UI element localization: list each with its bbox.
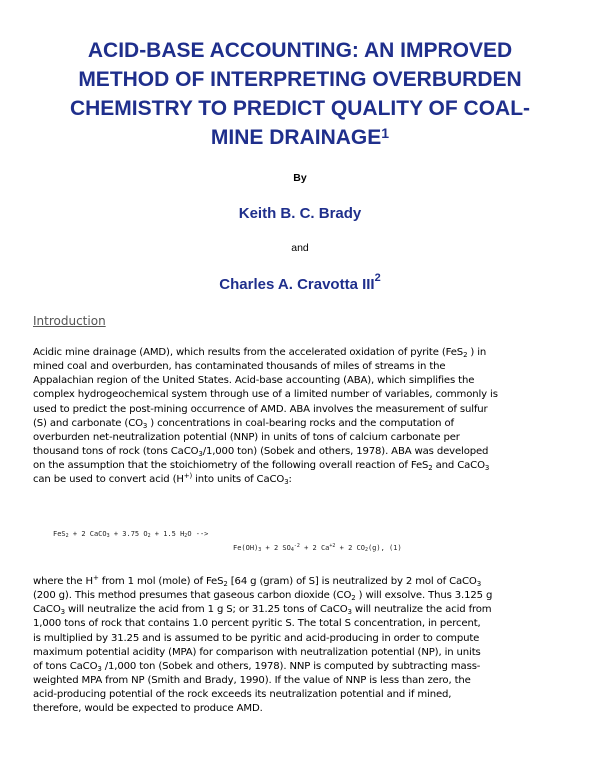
text-line: therefore, would be expected to produce AMD. xyxy=(33,703,263,715)
author-2-name: Charles A. Cravotta III xyxy=(219,276,375,293)
text-line: used to predict the post-mining occurrence of AMD. ABA involves the measurement of sulfur xyxy=(33,403,488,415)
equation-reactants: FeS$_2$ + 2 CaCO$_3$ + 3.75 $O_2 + 1.5$ $H_2O$ --> xyxy=(53,530,209,539)
text-line: is multiplied by 31.25 and is assumed to be pyritic and acid-producing in order to compute xyxy=(33,632,480,644)
text-line: mined coal and overburden, has contaminated thousands of miles of streams in the xyxy=(33,361,446,373)
text-line: 1,000 tons of rock that contains 1.0 percent pyritic S. The total S concentration, in percent, xyxy=(33,618,481,630)
author-2-footnote-marker[interactable]: 2 xyxy=(374,272,381,284)
author-2 xyxy=(0,274,600,293)
title-footnote-marker[interactable]: 1 xyxy=(381,125,390,141)
paragraph-1 xyxy=(33,346,573,488)
text-line: CaCO$_3$ will neutralize the acid from 1 g S; or 31.25 tons of CaCO$_3$ will neutralize the acid from xyxy=(33,604,492,617)
text-line: maximum potential acidity (MPA) for comparison with neutralization potential (NP), in units xyxy=(33,646,481,658)
byline-by: By xyxy=(293,172,307,184)
text-line: on the assumption that the stoichiometry of the following overall reaction of FeS$_2$ and CaCO$_3$ xyxy=(33,460,490,473)
text-line: weighted MPA from NP (Smith and Brady, 1990). If the value of NNP is less than zero, the xyxy=(33,675,471,687)
text-line: Acidic mine drainage (AMD), which results from the accelerated oxidation of pyrite (FeS$_2$ ) in xyxy=(33,347,487,359)
page-title xyxy=(40,36,560,152)
text-line: (200 g). This method presumes that gaseous carbon dioxide ($CO_2$ ) will exsolve. Thus 3.125 g xyxy=(33,590,493,603)
section-heading-introduction: Introduction xyxy=(33,314,106,328)
chemical-equation-1 xyxy=(53,528,493,564)
text-line: where the H+ from 1 mol (mole) of FeS$_2$ [64 g (gram) of S] is neutralized by 2 mol of CaCO$_3$ xyxy=(33,574,482,588)
text-line: thousand tons of rock (tons CaCO$_3$/1,000 ton) (Sobek and others, 1978). ABA was developed xyxy=(33,446,489,459)
text-line: acid-producing potential of the rock exceeds its neutralization potential and if mined, xyxy=(33,689,452,701)
text-line: complex hydrogeochemical system through use of a limited number of variables, commonly is xyxy=(33,389,498,401)
title-line-3: CHEMISTRY TO PREDICT QUALITY OF COAL- xyxy=(69,97,531,120)
text-line: of tons CaCO$_3$ /1,000 ton (Sobek and others, 1978). NNP is computed by subtracting mass- xyxy=(33,660,481,673)
text-line: (S) and carbonate ($CO_3$ ) concentrations in coal-bearing rocks and the computation of xyxy=(33,417,454,430)
text-line: Appalachian region of the United States. Acid-base accounting (ABA), which simplifies the xyxy=(33,375,475,387)
byline-and: and xyxy=(291,242,309,254)
title-line-2: METHOD OF INTERPRETING OVERBURDEN xyxy=(78,68,522,91)
title-line-1: ACID-BASE ACCOUNTING: AN IMPROVED xyxy=(87,39,513,62)
title-line-4: MINE DRAINAGE xyxy=(210,126,382,149)
paragraph-2 xyxy=(33,575,573,717)
text-line: can be used to convert acid (H+) into units of CaCO$_3$: xyxy=(33,472,292,487)
author-1: Keith B. C. Brady xyxy=(238,205,362,222)
equation-products: $Fe(OH)_3 + 2$ $SO_4^{-2} + 2$ $Ca^{+2} + 2$ $CO_2(g)$, (1) xyxy=(233,543,402,553)
text-line: overburden net-neutralization potential (NNP) in units of tons of calcium carbonate per xyxy=(33,431,460,443)
